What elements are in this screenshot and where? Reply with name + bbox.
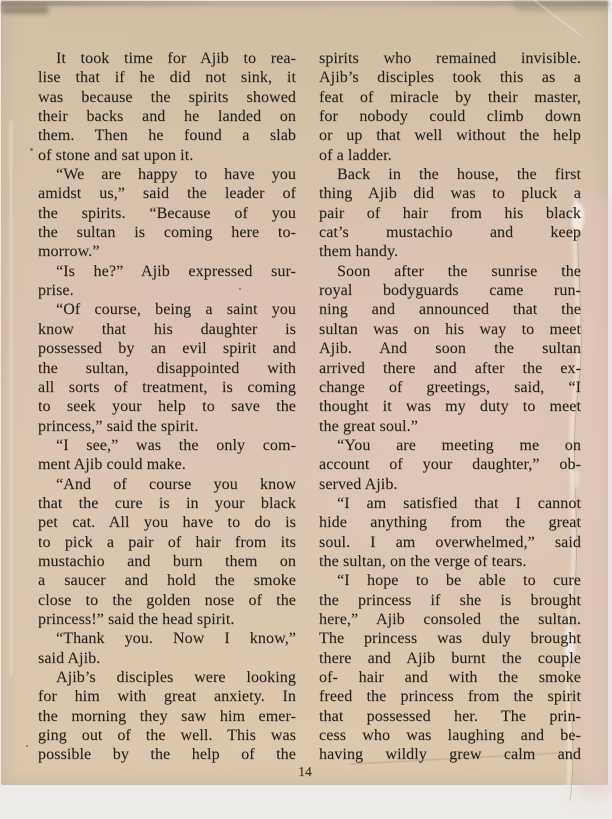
text-line: possible by the help of the bbox=[38, 746, 296, 764]
text-column-right bbox=[319, 49, 581, 765]
text-line: there and Ajib burnt the couple bbox=[319, 649, 581, 667]
text-line: soul. I am overwhelmed,” said bbox=[319, 533, 581, 551]
text-line: that the cure is in your black bbox=[38, 494, 296, 512]
text-line: “I hope to be able to cure bbox=[337, 572, 581, 590]
text-line: change of greetings, said, “I bbox=[319, 378, 581, 396]
text-line: for nobody could climb down bbox=[319, 108, 581, 126]
text-line: know that his daughter is bbox=[38, 320, 296, 338]
text-line: “I see,” was the only com- bbox=[56, 436, 296, 454]
text-line: spirits who remained invisible. bbox=[319, 50, 581, 67]
text-line: Ajib’s disciples took this as a bbox=[319, 69, 581, 87]
text-line: thing Ajib did was to pluck a bbox=[319, 185, 581, 203]
text-line: “And of course you know bbox=[56, 475, 296, 493]
text-line: or up that well without the help bbox=[319, 127, 581, 145]
text-line: close to the golden nose of the bbox=[38, 591, 296, 609]
dust-speck bbox=[26, 745, 28, 747]
text-line: The princess was duly brought bbox=[319, 630, 581, 648]
text-line: the sultan, on the verge of tears. bbox=[319, 552, 527, 570]
text-line: It took time for Ajib to rea- bbox=[56, 50, 296, 67]
text-line: arrived there and after the ex- bbox=[319, 359, 581, 377]
text-line: them. Then he found a slab bbox=[38, 127, 296, 145]
text-line: thought it was my duty to meet bbox=[319, 398, 581, 416]
text-line: “Is he?” Ajib expressed sur- bbox=[56, 262, 296, 280]
paper-background bbox=[1, 1, 608, 785]
text-line: the princess if she is brought bbox=[319, 591, 581, 609]
text-line: of stone and sat upon it. bbox=[38, 146, 194, 164]
text-line: all sorts of treatment, is coming bbox=[38, 378, 296, 396]
text-line: them handy. bbox=[319, 243, 399, 261]
text-line: amidst us,” said the leader of bbox=[38, 185, 296, 203]
text-line: princess,” said the spirit. bbox=[38, 417, 199, 435]
text-line: the sultan, disappointed with bbox=[38, 359, 296, 377]
text-line: pet cat. All you have to do is bbox=[38, 514, 296, 532]
text-line: account of your daughter,” ob- bbox=[319, 456, 581, 474]
text-line: to pick a pair of hair from its bbox=[38, 533, 296, 551]
left-edge-crease bbox=[10, 121, 12, 675]
text-line: the spirits. “Because of you bbox=[38, 204, 296, 222]
text-line: ment Ajib could make. bbox=[38, 456, 186, 474]
text-line: a saucer and hold the smoke bbox=[38, 572, 296, 590]
text-line: “I am satisfied that I cannot bbox=[337, 494, 581, 512]
text-line: “Of course, being a saint you bbox=[56, 301, 296, 319]
text-line: “Thank you. Now I know,” bbox=[56, 630, 296, 648]
text-column-left bbox=[38, 49, 296, 765]
text-line: for him with great anxiety. In bbox=[38, 688, 296, 706]
text-line: that possessed her. The prin- bbox=[319, 707, 581, 725]
text-line: “You are meeting me on bbox=[337, 436, 581, 454]
text-line: the sultan is coming here to- bbox=[38, 224, 296, 242]
text-line: mustachio and burn them on bbox=[38, 552, 296, 570]
text-line: possessed by an evil spirit and bbox=[38, 340, 296, 358]
text-line: prise. bbox=[38, 282, 74, 300]
text-line: of- hair and with the smoke bbox=[319, 669, 581, 686]
text-line: cess who was laughing and be- bbox=[319, 727, 581, 745]
text-line: said Ajib. bbox=[38, 649, 101, 667]
text-line: the great soul.” bbox=[319, 417, 418, 435]
text-line: hide anything from the great bbox=[319, 514, 581, 532]
text-line: “We are happy to have you bbox=[56, 166, 296, 184]
dust-speck bbox=[30, 148, 33, 151]
text-line: their backs and he landed on bbox=[38, 108, 296, 126]
text-line: having wildly grew calm and bbox=[319, 746, 581, 764]
text-line: feat of miracle by their master, bbox=[319, 88, 581, 106]
scan-smudge-top-left bbox=[1, 6, 49, 14]
text-line: Soon after the sunrise the bbox=[337, 262, 581, 280]
text-line: here,” Ajib consoled the sultan. bbox=[319, 610, 581, 628]
text-line: pair of hair from his black bbox=[319, 204, 581, 222]
text-line: ning and announced that the bbox=[319, 301, 581, 319]
text-line: cat’s mustachio and keep bbox=[319, 224, 581, 242]
page-number: 14 bbox=[298, 764, 312, 779]
text-line: morrow.” bbox=[38, 243, 100, 261]
text-line: the morning they saw him emer- bbox=[38, 707, 296, 725]
text-line: Ajib. And soon the sultan bbox=[319, 340, 581, 358]
text-line: lise that if he did not sink, it bbox=[38, 69, 296, 87]
text-line: was because the spirits showed bbox=[38, 88, 296, 106]
text-line: to seek your help to save the bbox=[38, 398, 296, 416]
scan-smudge-top-right bbox=[513, 1, 608, 11]
text-line: ging out of the well. This was bbox=[38, 727, 296, 745]
two-column-text-block bbox=[38, 49, 581, 765]
text-line: of a ladder. bbox=[319, 146, 392, 164]
text-line: royal bodyguards came run- bbox=[319, 282, 581, 300]
text-line: Back in the house, the first bbox=[337, 166, 581, 184]
text-line: freed the princess from the spirit bbox=[319, 688, 581, 706]
text-line: princess!” said the head spirit. bbox=[38, 610, 235, 628]
text-line: sultan was on his way to meet bbox=[319, 320, 581, 338]
text-line: served Ajib. bbox=[319, 475, 398, 493]
text-line: Ajib’s disciples were looking bbox=[56, 669, 296, 686]
